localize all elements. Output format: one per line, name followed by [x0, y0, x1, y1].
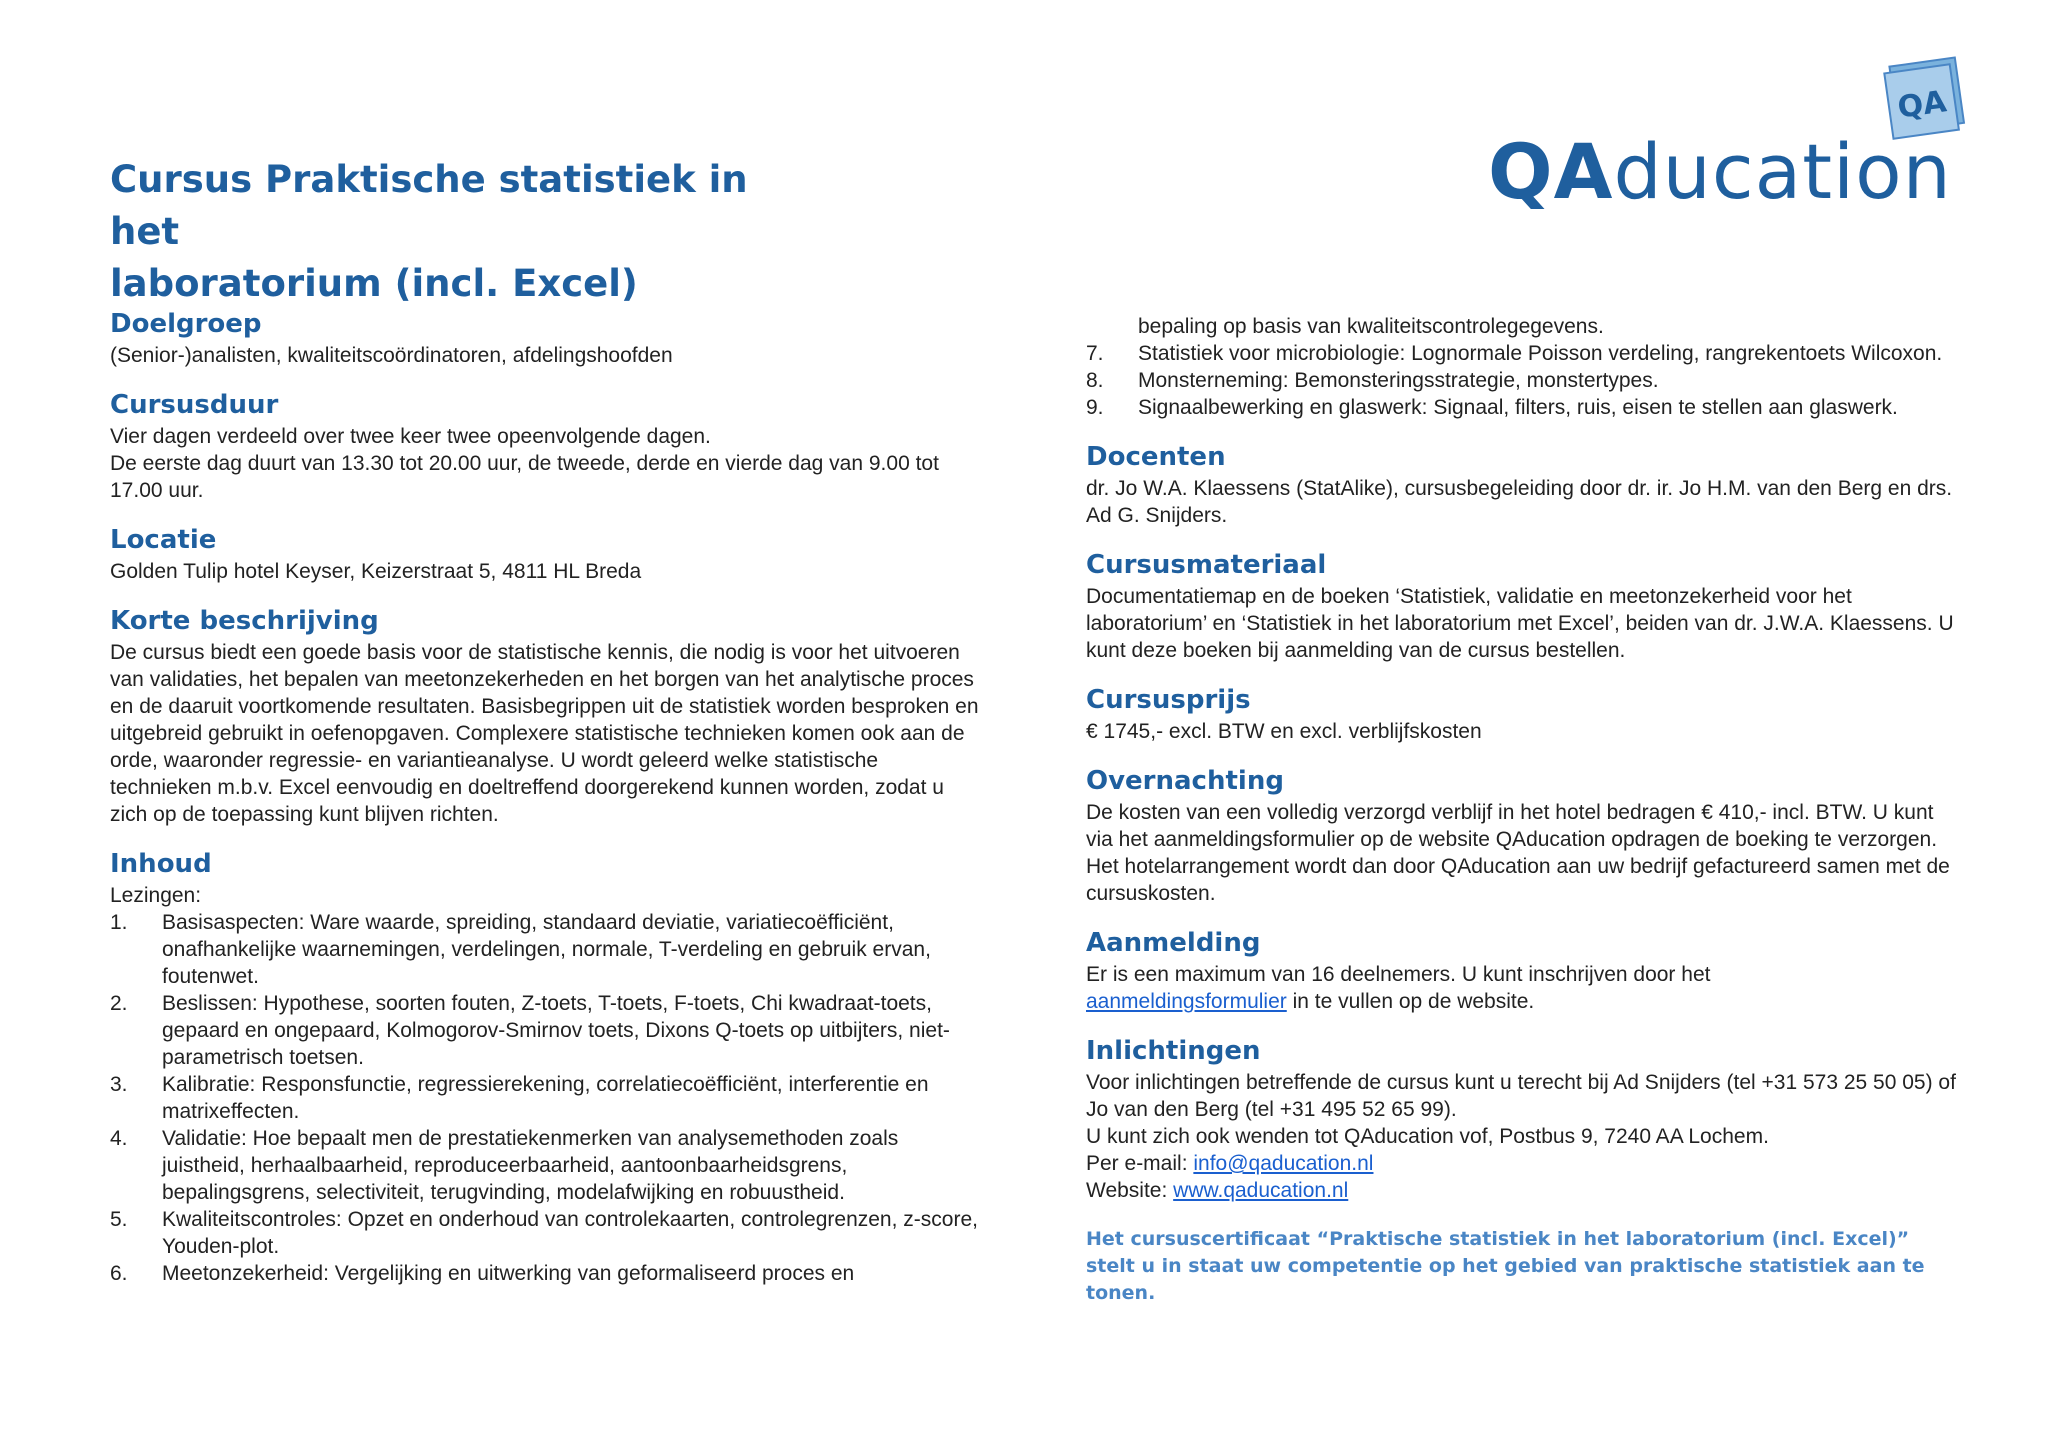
- section-heading: Doelgroep: [110, 309, 262, 339]
- section-heading: Inlichtingen: [1086, 1036, 1261, 1066]
- section-heading: Docenten: [1086, 442, 1226, 472]
- section-heading: Cursusprijs: [1086, 685, 1251, 715]
- list-item: [1086, 367, 1956, 394]
- section-heading: Cursusduur: [110, 390, 279, 420]
- logo-wordmark-rest: ducation: [1613, 127, 1952, 216]
- list-item-number: 3.: [110, 1073, 128, 1096]
- section-text: De cursus biedt een goede basis voor de statistische kennis, die nodig is voor het uitvoeren van validaties, het bepalen van meetonzekerheden en het borgen van het analytische proces en de daaruit voortkomende resultaten. Basisbegrippen uit de statistiek worden besproken en uitgebreid gebruikt in oefenopgaven. Complexere statistische technieken komen ook aan de orde, waaronder regressie- en variantieanalyse. U wordt geleerd welke statistische technieken m.b.v. Excel eenvoudig en doeltreffend doorgerekend kunnen worden, zodat u zich op de toepassing kunt blijven richten.: [110, 641, 979, 826]
- page-title-line2: laboratorium (incl. Excel): [110, 262, 638, 305]
- section-inhoud-continued: [1086, 313, 1956, 421]
- list-item-text: Validatie: Hoe bepaalt men de prestatiekenmerken van analysemethoden zoals juistheid, herhaalbaarheid, reproduceerbaarheid, aantoonbaarheidsgrens, bepalingsgrens, selectiviteit, terugvinding, modelafwijking en robuustheid.: [162, 1127, 899, 1204]
- list-item: [110, 990, 980, 1071]
- list-item-text: Signaalbewerking en glaswerk: Signaal, filters, ruis, eisen te stellen aan glaswerk.: [1138, 396, 1898, 419]
- website-label: Website:: [1086, 1179, 1174, 1202]
- certificate-note: Het cursuscertificaat “Praktische statistiek in het laboratorium (incl. Excel)” stelt u in staat uw competentie op het gebied van praktische statistiek aan te tonen.: [1086, 1228, 1925, 1304]
- list-item-text: Monsterneming: Bemonsteringsstrategie, monstertypes.: [1138, 369, 1659, 392]
- list-item: [110, 1071, 980, 1125]
- page-title-line1: Cursus Praktische statistiek in het: [110, 158, 748, 253]
- list-item-number: 5.: [110, 1208, 128, 1231]
- list-item-number: 9.: [1086, 396, 1104, 419]
- list-item-text: Kalibratie: Responsfunctie, regressierekening, correlatiecoëfficiënt, interferentie en matrixeffecten.: [162, 1073, 929, 1123]
- section-text: De eerste dag duurt van 13.30 tot 20.00 uur, de tweede, derde en vierde dag van 9.00 tot 17.00 uur.: [110, 452, 939, 502]
- section-heading: Aanmelding: [1086, 928, 1261, 958]
- list-item-number: 8.: [1086, 369, 1104, 392]
- email-label: Per e-mail:: [1086, 1152, 1194, 1175]
- website-line: [1086, 1177, 1956, 1204]
- section-text: Golden Tulip hotel Keyser, Keizerstraat 5, 4811 HL Breda: [110, 560, 642, 583]
- section-heading: Cursusmateriaal: [1086, 550, 1327, 580]
- list-item-number: 2.: [110, 992, 128, 1015]
- section-cursusmateriaal: [1086, 547, 1956, 664]
- list-item-text: Basisaspecten: Ware waarde, spreiding, standaard deviatie, variatiecoëfficiënt, onafhankelijke waarnemingen, verdelingen, normale, T-verdeling en gebruik ervan, foutenwet.: [162, 911, 931, 988]
- qaducation-logo: [1480, 52, 2000, 216]
- list-item-number: 1.: [110, 911, 128, 934]
- section-text: € 1745,- excl. BTW en excl. verblijfskosten: [1086, 720, 1482, 743]
- section-docenten: [1086, 439, 1956, 529]
- section-inlichtingen: [1086, 1033, 1956, 1204]
- section-text: Documentatiemap en de boeken ‘Statistiek, validatie en meetonzekerheid voor het laboratorium’ en ‘Statistiek in het laboratorium met Excel’, beiden van dr. J.W.A. Klaessens. U kunt deze boeken bij aanmelding van de cursus bestellen.: [1086, 585, 1954, 662]
- list-item: [110, 1206, 980, 1260]
- email-link[interactable]: info@qaducation.nl: [1193, 1152, 1374, 1175]
- list-item-text: Beslissen: Hypothese, soorten fouten, Z-toets, T-toets, F-toets, Chi kwadraat-toets, gepaard en ongepaard, Kolmogorov-Smirnov toets, Dixons Q-toets op uitbijters, niet-parametrisch toetsen.: [162, 992, 950, 1069]
- list-item-number: 6.: [110, 1262, 128, 1285]
- section-doelgroep: [110, 306, 980, 369]
- list-item-text: Kwaliteitscontroles: Opzet en onderhoud van controlekaarten, controlegrenzen, z-score, Youden-plot.: [162, 1208, 978, 1258]
- list-item-continued-text: bepaling op basis van kwaliteitscontrolegegevens.: [1138, 315, 1604, 338]
- section-text: dr. Jo W.A. Klaessens (StatAlike), cursusbegeleiding door dr. ir. Jo H.M. van den Berg en drs. Ad G. Snijders.: [1086, 477, 1953, 527]
- aanmelding-text-after: in te vullen op de website.: [1286, 990, 1535, 1013]
- section-text: [1086, 961, 1956, 1015]
- aanmeldingsformulier-link[interactable]: aanmeldingsformulier: [1086, 990, 1287, 1013]
- website-link[interactable]: www.qaducation.nl: [1173, 1179, 1349, 1202]
- list-item-text: Meetonzekerheid: Vergelijking en uitwerking van geformaliseerd proces en: [162, 1262, 855, 1285]
- section-heading: Korte beschrijving: [110, 606, 379, 636]
- section-text: Lezingen:: [110, 884, 202, 907]
- section-overnachting: [1086, 763, 1956, 907]
- section-heading: Inhoud: [110, 849, 212, 879]
- section-text: Vier dagen verdeeld over twee keer twee opeenvolgende dagen.: [110, 425, 711, 448]
- logo-wordmark: [1488, 127, 1952, 216]
- list-item-number: 4.: [110, 1127, 128, 1150]
- aanmelding-text-before: Er is een maximum van 16 deelnemers. U kunt inschrijven door het: [1086, 963, 1711, 986]
- list-item: [110, 909, 980, 990]
- list-item-text: Statistiek voor microbiologie: Lognormale Poisson verdeling, rangrekentoets Wilcoxon.: [1138, 342, 1943, 365]
- section-heading: Locatie: [110, 525, 217, 555]
- logo-wordmark-qa: QA: [1488, 127, 1614, 216]
- list-item: [110, 1125, 980, 1206]
- lecture-list: [110, 909, 980, 1287]
- list-item-number: 7.: [1086, 342, 1104, 365]
- section-text: U kunt zich ook wenden tot QAducation vof, Postbus 9, 7240 AA Lochem.: [1086, 1125, 1769, 1148]
- section-text: Voor inlichtingen betreffende de cursus kunt u terecht bij Ad Snijders (tel +31 573 25 50 05) of Jo van den Berg (tel +31 495 52 65 99).: [1086, 1071, 1956, 1121]
- lecture-list-continued: [1086, 340, 1956, 421]
- section-text: (Senior-)analisten, kwaliteitscoördinatoren, afdelingshoofden: [110, 344, 673, 367]
- list-item: [110, 1260, 980, 1287]
- page-title: [110, 154, 790, 310]
- section-cursusprijs: [1086, 682, 1956, 745]
- section-locatie: [110, 522, 980, 585]
- section-aanmelding: [1086, 925, 1956, 1015]
- list-item: [1086, 340, 1956, 367]
- section-text: De kosten van een volledig verzorgd verblijf in het hotel bedragen € 410,- incl. BTW. U kunt via het aanmeldingsformulier op de website QAducation opdragen de boeking te verzorgen. Het hotelarrangement wordt dan door QAducation aan uw bedrijf gefactureerd samen met de cursuskosten.: [1086, 801, 1950, 905]
- list-item: [1086, 394, 1956, 421]
- section-beschrijving: [110, 603, 980, 828]
- section-heading: Overnachting: [1086, 766, 1284, 796]
- right-column: [1086, 313, 1956, 1307]
- svg-text:QA: QA: [1895, 84, 1949, 126]
- section-cursusduur: [110, 387, 980, 504]
- left-column: [110, 306, 980, 1305]
- email-line: [1086, 1150, 1956, 1177]
- section-inhoud: [110, 846, 980, 1287]
